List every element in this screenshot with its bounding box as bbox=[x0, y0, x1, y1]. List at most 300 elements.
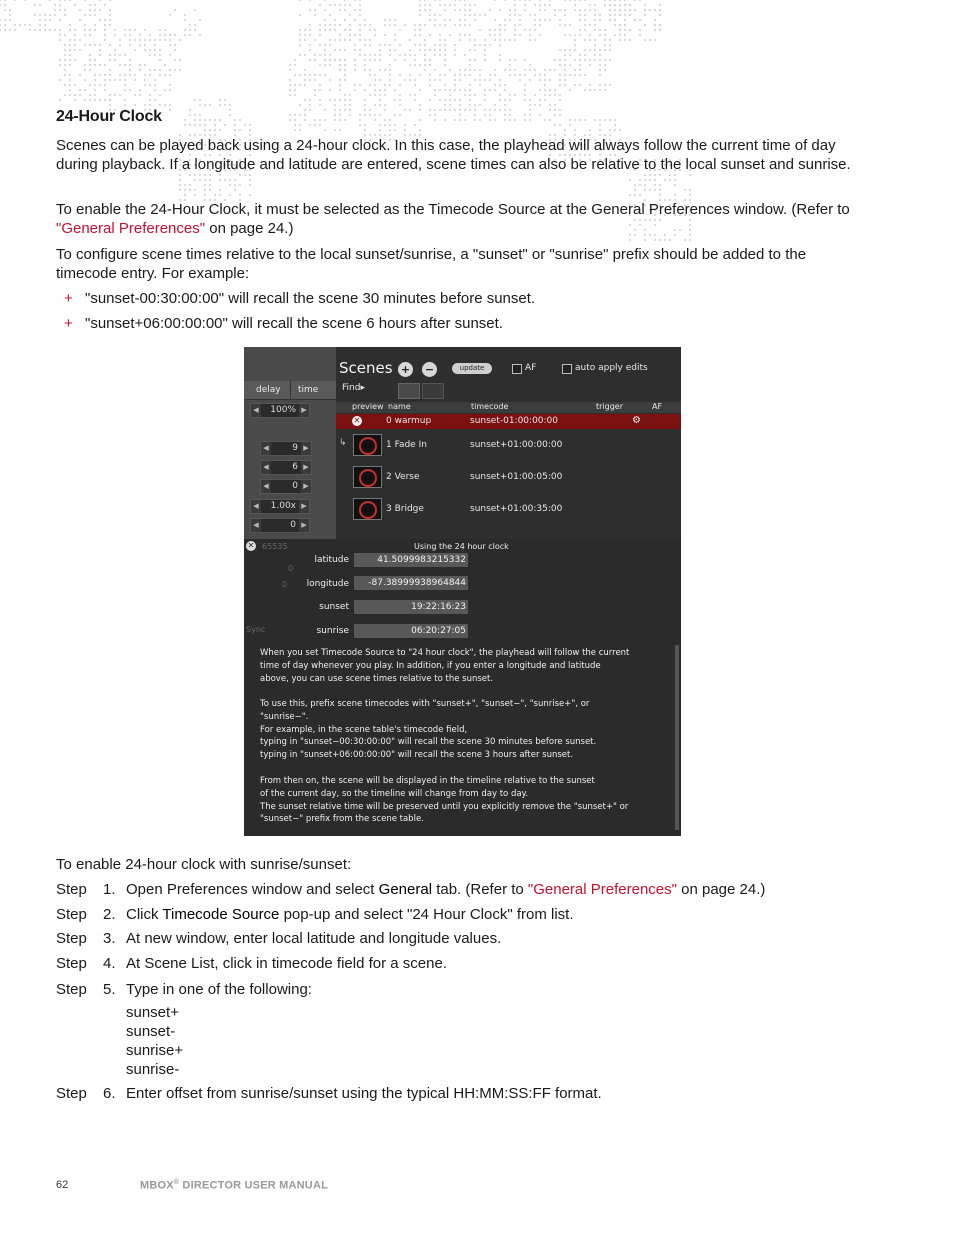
map-dot bbox=[194, 194, 196, 196]
map-dot bbox=[364, 69, 366, 71]
longitude-field[interactable]: -87.38999938964844 bbox=[354, 576, 468, 590]
map-dot bbox=[479, 74, 481, 76]
map-dot bbox=[599, 64, 601, 66]
map-dot bbox=[124, 89, 126, 91]
map-dot bbox=[634, 9, 636, 11]
scene-timecode[interactable]: sunset+01:00:35:00 bbox=[470, 504, 563, 514]
map-dot bbox=[484, 49, 486, 51]
map-dot bbox=[464, 74, 466, 76]
map-dot bbox=[244, 174, 246, 176]
map-dot bbox=[364, 44, 366, 46]
map-dot bbox=[474, 14, 476, 16]
map-dot bbox=[419, 29, 421, 31]
map-dot bbox=[379, 49, 381, 51]
tab-bar bbox=[244, 381, 336, 400]
map-dot bbox=[169, 39, 171, 41]
map-dot bbox=[214, 129, 216, 131]
map-dot bbox=[464, 54, 466, 56]
map-dot bbox=[489, 44, 491, 46]
map-dot bbox=[94, 84, 96, 86]
map-dot bbox=[204, 119, 206, 121]
map-dot bbox=[399, 84, 401, 86]
general-preferences-link[interactable]: "General Preferences" bbox=[527, 881, 677, 898]
map-dot bbox=[434, 79, 436, 81]
map-dot bbox=[649, 9, 651, 11]
map-dot bbox=[409, 64, 411, 66]
map-dot bbox=[124, 74, 126, 76]
map-dot bbox=[599, 119, 601, 121]
map-dot bbox=[74, 34, 76, 36]
map-dot bbox=[84, 29, 86, 31]
map-dot bbox=[164, 29, 166, 31]
map-dot bbox=[414, 64, 416, 66]
map-dot bbox=[534, 94, 536, 96]
list-icon[interactable] bbox=[422, 383, 444, 399]
map-dot bbox=[59, 0, 61, 1]
map-dot bbox=[229, 104, 231, 106]
map-dot bbox=[444, 64, 446, 66]
map-dot bbox=[369, 29, 371, 31]
map-dot bbox=[94, 59, 96, 61]
right-arrow-icon[interactable]: ▶ bbox=[299, 500, 309, 513]
map-dot bbox=[399, 29, 401, 31]
map-dot bbox=[459, 9, 461, 11]
map-dot bbox=[49, 0, 51, 1]
value-stepper[interactable] bbox=[250, 518, 310, 533]
map-dot bbox=[454, 74, 456, 76]
scene-timecode[interactable]: sunset+01:00:05:00 bbox=[470, 472, 563, 482]
map-dot bbox=[164, 34, 166, 36]
map-dot bbox=[584, 89, 586, 91]
map-dot bbox=[634, 194, 636, 196]
right-arrow-icon[interactable]: ▶ bbox=[301, 461, 311, 474]
map-dot bbox=[539, 114, 541, 116]
value-stepper[interactable] bbox=[260, 479, 312, 494]
map-dot bbox=[354, 59, 356, 61]
map-dot bbox=[294, 64, 296, 66]
map-dot bbox=[609, 119, 611, 121]
map-dot bbox=[544, 84, 546, 86]
map-dot bbox=[319, 84, 321, 86]
prefix-item: sunset- bbox=[126, 1023, 176, 1040]
scene-timecode[interactable]: sunset-01:00:00:00 bbox=[470, 416, 559, 426]
map-dot bbox=[379, 44, 381, 46]
map-dot bbox=[504, 0, 506, 1]
map-dot bbox=[514, 94, 516, 96]
map-dot bbox=[69, 79, 71, 81]
map-dot bbox=[544, 74, 546, 76]
map-dot bbox=[154, 49, 156, 51]
map-dot bbox=[359, 119, 361, 121]
map-dot bbox=[389, 49, 391, 51]
map-dot bbox=[354, 69, 356, 71]
map-dot bbox=[589, 84, 591, 86]
map-dot bbox=[384, 124, 386, 126]
map-dot bbox=[439, 79, 441, 81]
map-dot bbox=[189, 114, 191, 116]
map-dot bbox=[499, 9, 501, 11]
map-dot bbox=[569, 124, 571, 126]
stepper-value: 100% bbox=[270, 405, 296, 415]
map-dot bbox=[194, 24, 196, 26]
map-dot bbox=[549, 69, 551, 71]
map-dot bbox=[324, 44, 326, 46]
table-row[interactable] bbox=[336, 433, 681, 457]
map-dot bbox=[144, 79, 146, 81]
map-dot bbox=[554, 114, 556, 116]
map-dot bbox=[484, 89, 486, 91]
gear-icon[interactable]: ⚙ bbox=[632, 415, 641, 426]
value-stepper[interactable] bbox=[260, 460, 312, 475]
map-dot bbox=[114, 29, 116, 31]
map-dot bbox=[229, 194, 231, 196]
right-arrow-icon[interactable]: ▶ bbox=[299, 404, 309, 417]
map-dot bbox=[114, 34, 116, 36]
map-dot bbox=[429, 34, 431, 36]
map-dot bbox=[369, 109, 371, 111]
map-dot bbox=[594, 29, 596, 31]
map-dot bbox=[59, 34, 61, 36]
map-dot bbox=[74, 84, 76, 86]
map-dot bbox=[619, 9, 621, 11]
map-dot bbox=[409, 39, 411, 41]
map-dot bbox=[179, 174, 181, 176]
map-dot bbox=[144, 29, 146, 31]
general-preferences-link[interactable]: "General Preferences" bbox=[56, 220, 206, 237]
map-dot bbox=[374, 54, 376, 56]
map-dot bbox=[324, 54, 326, 56]
map-dot bbox=[59, 79, 61, 81]
map-dot bbox=[69, 0, 71, 1]
af-checkbox[interactable] bbox=[512, 364, 522, 374]
left-arrow-icon[interactable]: ◀ bbox=[261, 480, 271, 493]
map-dot bbox=[654, 179, 656, 181]
map-dot bbox=[349, 29, 351, 31]
stepper-value: 6 bbox=[292, 462, 298, 472]
map-dot bbox=[69, 94, 71, 96]
tab-delay[interactable]: delay bbox=[256, 385, 281, 395]
sunset-field[interactable]: 19:22:16:23 bbox=[354, 600, 468, 614]
map-dot bbox=[604, 64, 606, 66]
map-dot bbox=[419, 9, 421, 11]
map-dot bbox=[359, 34, 361, 36]
map-dot bbox=[599, 84, 601, 86]
map-dot bbox=[134, 74, 136, 76]
map-dot bbox=[389, 119, 391, 121]
enable-paragraph bbox=[56, 200, 871, 238]
map-dot bbox=[144, 39, 146, 41]
map-dot bbox=[199, 34, 201, 36]
map-dot bbox=[524, 99, 526, 101]
map-dot bbox=[594, 54, 596, 56]
map-dot bbox=[604, 119, 606, 121]
map-dot bbox=[154, 54, 156, 56]
map-dot bbox=[374, 84, 376, 86]
plus-bullet-icon: + bbox=[64, 290, 73, 307]
map-dot bbox=[524, 0, 526, 1]
map-dot bbox=[559, 79, 561, 81]
map-dot bbox=[429, 14, 431, 16]
map-dot bbox=[69, 39, 71, 41]
map-dot bbox=[89, 94, 91, 96]
map-dot bbox=[64, 54, 66, 56]
map-dot bbox=[394, 124, 396, 126]
map-dot bbox=[89, 34, 91, 36]
right-arrow-icon[interactable]: ▶ bbox=[301, 442, 311, 455]
map-dot bbox=[574, 44, 576, 46]
left-arrow-icon[interactable]: ◀ bbox=[251, 519, 261, 532]
map-dot bbox=[154, 84, 156, 86]
map-dot bbox=[524, 89, 526, 91]
map-dot bbox=[654, 189, 656, 191]
map-dot bbox=[369, 44, 371, 46]
manual-title: DIRECTOR USER MANUAL bbox=[179, 1179, 329, 1192]
map-dot bbox=[344, 69, 346, 71]
faded-value: 0 bbox=[288, 564, 294, 573]
rate-stepper[interactable] bbox=[250, 403, 310, 418]
map-dot bbox=[304, 29, 306, 31]
map-dot bbox=[429, 114, 431, 116]
map-dot bbox=[389, 64, 391, 66]
scene-timecode[interactable]: sunset+01:00:00:00 bbox=[470, 440, 563, 450]
map-dot bbox=[219, 174, 221, 176]
map-dot bbox=[294, 129, 296, 131]
map-dot bbox=[69, 49, 71, 51]
map-dot bbox=[659, 29, 661, 31]
map-dot bbox=[499, 79, 501, 81]
table-row[interactable] bbox=[336, 497, 681, 521]
map-dot bbox=[464, 89, 466, 91]
map-dot bbox=[0, 24, 1, 26]
map-dot bbox=[89, 14, 91, 16]
map-dot bbox=[69, 44, 71, 46]
map-dot bbox=[599, 49, 601, 51]
map-dot bbox=[114, 59, 116, 61]
column-trigger[interactable]: trigger bbox=[596, 402, 624, 411]
map-dot bbox=[614, 119, 616, 121]
map-dot bbox=[334, 39, 336, 41]
map-dot bbox=[474, 114, 476, 116]
find-menu[interactable]: Find▸ bbox=[342, 383, 365, 393]
map-dot bbox=[439, 74, 441, 76]
map-dot bbox=[94, 9, 96, 11]
map-dot bbox=[544, 119, 546, 121]
map-dot bbox=[574, 84, 576, 86]
map-dot bbox=[549, 109, 551, 111]
map-dot bbox=[64, 0, 66, 1]
map-dot bbox=[384, 24, 386, 26]
map-dot bbox=[504, 39, 506, 41]
map-dot bbox=[489, 114, 491, 116]
map-dot bbox=[249, 124, 251, 126]
map-dot bbox=[354, 44, 356, 46]
remove-scene-button[interactable]: − bbox=[422, 362, 437, 377]
map-dot bbox=[309, 49, 311, 51]
map-dot bbox=[64, 84, 66, 86]
map-dot bbox=[209, 104, 211, 106]
latitude-field[interactable]: 41.5099983215332 bbox=[354, 553, 468, 567]
map-dot bbox=[469, 24, 471, 26]
left-arrow-icon[interactable]: ◀ bbox=[261, 461, 271, 474]
map-dot bbox=[609, 39, 611, 41]
map-dot bbox=[109, 104, 111, 106]
map-dot bbox=[434, 94, 436, 96]
map-dot bbox=[104, 4, 106, 6]
map-dot bbox=[189, 34, 191, 36]
map-dot bbox=[604, 84, 606, 86]
map-dot bbox=[134, 94, 136, 96]
map-dot bbox=[534, 14, 536, 16]
column-af[interactable]: AF bbox=[652, 402, 663, 411]
left-arrow-icon[interactable]: ◀ bbox=[251, 500, 261, 513]
map-dot bbox=[544, 19, 546, 21]
map-dot bbox=[184, 19, 186, 21]
map-dot bbox=[159, 34, 161, 36]
map-dot bbox=[314, 14, 316, 16]
map-dot bbox=[159, 49, 161, 51]
tab-divider bbox=[290, 381, 291, 399]
map-dot bbox=[474, 44, 476, 46]
map-dot bbox=[99, 9, 101, 11]
map-dot bbox=[424, 49, 426, 51]
map-dot bbox=[344, 104, 346, 106]
map-dot bbox=[364, 19, 366, 21]
left-panel bbox=[244, 347, 336, 547]
map-dot bbox=[239, 174, 241, 176]
map-dot bbox=[224, 124, 226, 126]
map-dot bbox=[429, 19, 431, 21]
update-button[interactable]: update bbox=[452, 363, 492, 374]
map-dot bbox=[554, 104, 556, 106]
left-arrow-icon[interactable]: ◀ bbox=[251, 404, 261, 417]
map-dot bbox=[204, 174, 206, 176]
map-dot bbox=[349, 34, 351, 36]
map-dot bbox=[379, 104, 381, 106]
map-dot bbox=[124, 104, 126, 106]
map-dot bbox=[369, 69, 371, 71]
map-dot bbox=[214, 194, 216, 196]
map-dot bbox=[609, 84, 611, 86]
add-scene-button[interactable]: + bbox=[398, 362, 413, 377]
map-dot bbox=[204, 124, 206, 126]
map-dot bbox=[89, 9, 91, 11]
map-dot bbox=[0, 4, 1, 6]
map-dot bbox=[174, 49, 176, 51]
map-dot bbox=[64, 94, 66, 96]
filter-icon[interactable] bbox=[398, 383, 420, 399]
map-dot bbox=[169, 104, 171, 106]
map-dot bbox=[374, 104, 376, 106]
map-dot bbox=[459, 114, 461, 116]
map-dot bbox=[654, 174, 656, 176]
map-dot bbox=[209, 129, 211, 131]
tab-time[interactable]: time bbox=[298, 385, 319, 395]
map-dot bbox=[554, 89, 556, 91]
column-timecode[interactable]: timecode bbox=[471, 402, 509, 411]
speed-stepper[interactable] bbox=[250, 499, 310, 514]
scrollbar[interactable] bbox=[675, 645, 679, 830]
map-dot bbox=[354, 64, 356, 66]
map-dot bbox=[504, 89, 506, 91]
right-arrow-icon[interactable]: ▶ bbox=[301, 480, 311, 493]
map-dot bbox=[74, 44, 76, 46]
map-dot bbox=[219, 119, 221, 121]
map-dot bbox=[484, 54, 486, 56]
map-dot bbox=[429, 74, 431, 76]
map-dot bbox=[669, 179, 671, 181]
step-text bbox=[126, 880, 765, 899]
map-dot bbox=[99, 44, 101, 46]
left-arrow-icon[interactable]: ◀ bbox=[261, 442, 271, 455]
map-dot bbox=[584, 54, 586, 56]
map-dot bbox=[454, 79, 456, 81]
map-dot bbox=[299, 39, 301, 41]
table-row[interactable] bbox=[336, 465, 681, 489]
scenes-panel bbox=[336, 347, 681, 547]
map-dot bbox=[174, 69, 176, 71]
map-dot bbox=[184, 119, 186, 121]
map-dot bbox=[379, 79, 381, 81]
map-dot bbox=[39, 4, 41, 6]
map-dot bbox=[484, 14, 486, 16]
map-dot bbox=[584, 59, 586, 61]
map-dot bbox=[234, 129, 236, 131]
close-icon[interactable]: ✕ bbox=[247, 541, 255, 550]
stop-icon[interactable]: ✕ bbox=[353, 416, 361, 425]
dialog-text-intro: When you set Timecode Source to "24 hour clock", the playhead will follow the current time of day whenever you play. In addition, if you enter a longitude and latitude above, you can use scene times relative to the sunset. bbox=[260, 648, 630, 684]
right-arrow-icon[interactable]: ▶ bbox=[299, 519, 309, 532]
map-dot bbox=[399, 104, 401, 106]
column-name[interactable]: name bbox=[388, 402, 411, 411]
map-dot bbox=[509, 64, 511, 66]
map-dot bbox=[474, 79, 476, 81]
map-dot bbox=[499, 34, 501, 36]
map-dot bbox=[569, 54, 571, 56]
map-dot bbox=[579, 14, 581, 16]
prefix-list bbox=[126, 1003, 183, 1079]
map-dot bbox=[464, 119, 466, 121]
map-dot bbox=[369, 84, 371, 86]
table-row[interactable] bbox=[336, 414, 681, 429]
sunrise-field[interactable]: 06:20:27:05 bbox=[354, 624, 468, 638]
auto-apply-checkbox[interactable] bbox=[562, 364, 572, 374]
map-dot bbox=[414, 79, 416, 81]
map-dot bbox=[69, 74, 71, 76]
map-dot bbox=[59, 64, 61, 66]
map-dot bbox=[559, 94, 561, 96]
map-dot bbox=[514, 39, 516, 41]
map-dot bbox=[454, 24, 456, 26]
map-dot bbox=[564, 74, 566, 76]
map-dot bbox=[509, 114, 511, 116]
plus-bullet-icon: + bbox=[64, 315, 73, 332]
map-dot bbox=[319, 4, 321, 6]
map-dot bbox=[469, 104, 471, 106]
map-dot bbox=[364, 64, 366, 66]
map-dot bbox=[229, 114, 231, 116]
map-dot bbox=[484, 114, 486, 116]
map-dot bbox=[329, 4, 331, 6]
map-dot bbox=[579, 64, 581, 66]
map-dot bbox=[304, 74, 306, 76]
map-dot bbox=[344, 94, 346, 96]
map-dot bbox=[389, 54, 391, 56]
map-dot bbox=[119, 94, 121, 96]
map-dot bbox=[474, 59, 476, 61]
map-dot bbox=[524, 114, 526, 116]
column-preview[interactable]: preview bbox=[352, 402, 384, 411]
value-stepper[interactable] bbox=[260, 441, 312, 456]
